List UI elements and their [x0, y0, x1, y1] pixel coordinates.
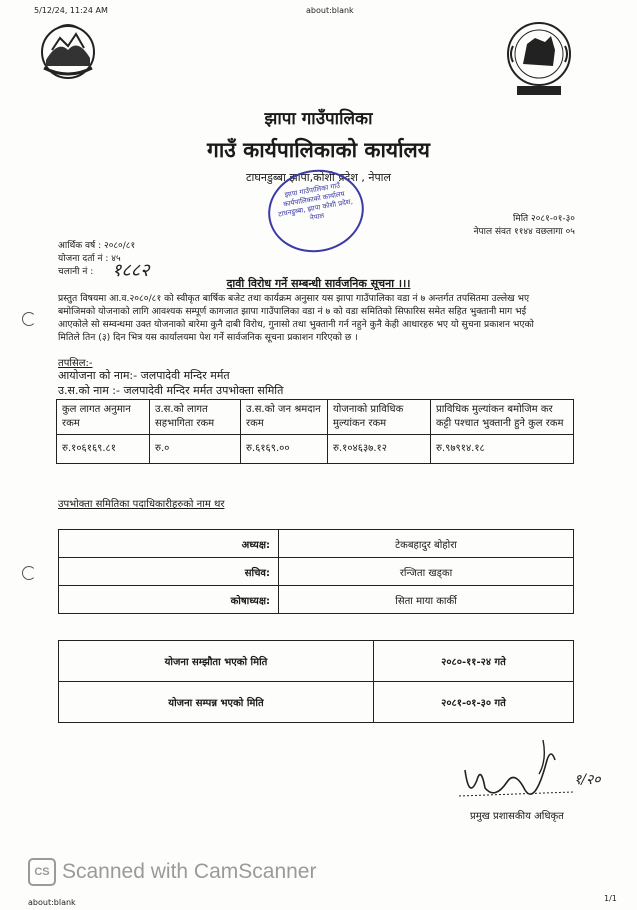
project-name: आयोजना को नाम:- जलपादेवी मन्दिर मर्मत — [58, 369, 230, 382]
cost-header-cell: उ.स.को जन श्रमदान रकम — [241, 400, 328, 435]
official-name: रन्जिता खड्का — [279, 558, 574, 586]
project-registration-no: योजना दर्ता नं : ४५ — [58, 254, 121, 264]
fiscal-year: आर्थिक वर्ष : २०८०/८१ — [58, 241, 136, 251]
officials-heading: उपभोक्ता समितिका पदाधिकारीहरुको नाम थर — [58, 499, 225, 510]
punch-hole-mark — [22, 566, 36, 580]
official-role: अध्यक्ष: — [59, 530, 279, 558]
signature-date: १/२० — [574, 772, 601, 788]
dispatch-number-handwritten: १८८२ — [112, 260, 150, 281]
date-label: योजना सम्पन्न भएको मिति — [59, 682, 374, 723]
letter-date: मिति २०८१-०१-३० — [513, 214, 575, 224]
cost-header-cell: योजनाको प्राविधिक मुल्यांकन रकम — [328, 400, 431, 435]
municipality-name: झापा गाउँपालिका — [264, 109, 373, 129]
nepal-sambat-date: नेपाल संवत ११४४ वछलागा ०५ — [473, 227, 575, 237]
cost-header-cell: उ.स.को लागत सहभागिता रकम — [150, 400, 241, 435]
officials-row — [59, 586, 574, 614]
cost-table — [56, 399, 574, 464]
date-value: २०८०-११-२४ गते — [374, 641, 574, 682]
stamp-text: झापा गाउँपालिका गाउँ कार्यपालिकाको कार्यालय टाघनडुब्बा, झापा कोशी प्रदेश, नेपाल — [277, 181, 354, 223]
cost-table-header-row — [57, 400, 574, 435]
cost-header-cell: कुल लागत अनुमान रकम — [57, 400, 150, 435]
cost-header-cell: प्राविधिक मुल्यांकन बमोजिम कर कट्टी पश्चात भुक्तानी हुने कुल रकम — [431, 400, 574, 435]
municipality-logo-icon — [505, 16, 573, 98]
signatory-title: प्रमुख प्रशासकीय अधिकृत — [470, 811, 564, 822]
official-name: टेकबहादुर बोहोरा — [279, 530, 574, 558]
print-timestamp: 5/12/24, 11:24 AM — [34, 6, 108, 15]
officer-signature-icon — [455, 730, 585, 820]
dates-row — [59, 682, 574, 723]
print-url: about:blank — [306, 6, 354, 15]
cost-value-cell: रु.० — [150, 435, 241, 464]
dispatch-label: चलानी नं : — [58, 267, 94, 277]
officials-table — [58, 529, 574, 614]
officials-row — [59, 530, 574, 558]
notice-line: प्रस्तुत विषयमा आ.व.२०८०/८१ को स्वीकृत बार्षिक बजेट तथा कार्यक्रम अनुसार यस झापा गाउँपालिका वडा नं ७ अन्तर्गत तपसितमा उल्लेख भए — [58, 293, 530, 304]
cost-value-cell: रु.१०४६३७.१२ — [328, 435, 431, 464]
cost-value-cell: रु.६१६९.०० — [241, 435, 328, 464]
notice-line: आएकोले सो सम्वन्धमा उक्त योजनाको बारेमा कुनै दाबी विरोध, गुनासो तथा भुक्तानी गर्न नहुने कुनै केही आधारहरु भए यो सुचना प्रकाशन भएको — [58, 319, 534, 330]
office-address: टाघनडुब्बा,झापा,कोशी प्रदेश , नेपाल — [246, 171, 391, 184]
punch-hole-mark — [22, 312, 36, 326]
cost-value-cell: रु.१०६१६९.८१ — [57, 435, 150, 464]
details-heading: तपसिल:- — [58, 358, 93, 369]
notice-line: बमोजिमको योजनाको लागि आवश्यक सम्पूर्ण कागजात झापा गाउँपालिका वडा नं ७ को वडा समितिको सिफारिस समेत सहित भुक्तानी माग भई — [58, 306, 527, 317]
official-name: सिता माया कार्की — [279, 586, 574, 614]
office-name: गाउँ कार्यपालिकाको कार्यालय — [207, 138, 430, 162]
officials-row — [59, 558, 574, 586]
notice-line: मितिले तिन (३) दिन भित्र यस कार्यालयमा पेश गर्ने सार्वजनिक सूचना प्रकाशन गरिएको छ । — [58, 332, 358, 343]
government-emblem-icon — [38, 20, 98, 84]
dates-row — [59, 641, 574, 682]
date-label: योजना सम्झौता भएको मिति — [59, 641, 374, 682]
cost-table-value-row — [57, 435, 574, 464]
date-value: २०८१-०१-३० गते — [374, 682, 574, 723]
print-footer-url: about:blank — [28, 898, 76, 907]
cost-value-cell: रु.९७९१४.१८ — [431, 435, 574, 464]
notice-title: दावी विरोध गर्ने सम्बन्धी सार्वजनिक सूचना ।।। — [226, 277, 411, 290]
camscanner-logo-icon: CS — [28, 858, 56, 886]
dates-table — [58, 640, 574, 723]
notice-paragraph — [58, 292, 588, 344]
camscanner-watermark-text: Scanned with CamScanner — [62, 860, 317, 883]
official-role: सचिव: — [59, 558, 279, 586]
committee-name: उ.स.को नाम :- जलपादेवी मन्दिर मर्मत उपभोक्ता समिति — [58, 384, 284, 397]
print-page-number: 1/1 — [604, 894, 617, 903]
official-role: कोषाध्यक्ष: — [59, 586, 279, 614]
